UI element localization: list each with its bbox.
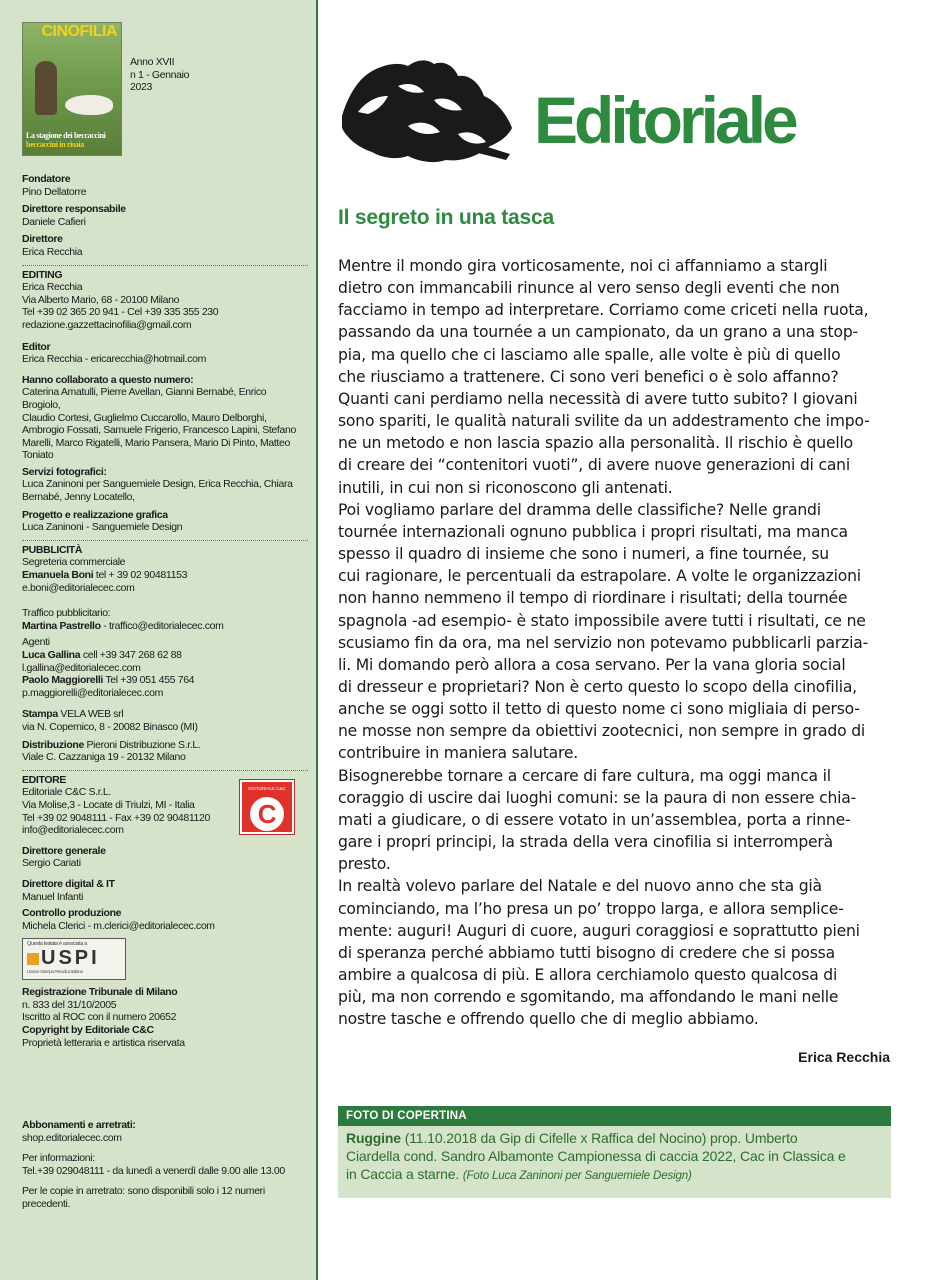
- registrazione-line: Iscritto al ROC con il numero 20652: [22, 1011, 177, 1024]
- editoriale-cc-logo-letter: C: [250, 797, 284, 831]
- cover-caption-line: La stagione dei beccaccini: [26, 131, 106, 140]
- editing-phone: Tel +39 02 365 20 941 - Cel +39 335 355 230: [22, 306, 219, 319]
- text-line: di creare dei “contenitori vuoti”, di avere nuove generazioni di cani: [338, 456, 850, 475]
- text-line: ambire a qualcosa di più. E allora cerchiamolo questo qualcosa di: [338, 966, 838, 984]
- stampa-value: VELA WEB srl: [57, 708, 124, 721]
- servizi-fotografici-line: Luca Zaninoni per Sanguemiele Design, Erica Recchia, Chiara: [22, 478, 293, 491]
- collaboratori-line: Claudio Cortesi, Guglielmo Cuccarollo, Mauro Delborghi,: [22, 411, 267, 424]
- cover-photo-box: [338, 1106, 891, 1198]
- text-line: mati a giudicare, o di essere votato in un’assemblea, porta a rinne-: [338, 810, 851, 829]
- cover-caption: [26, 131, 118, 149]
- editore-email: info@editorialecec.com: [22, 824, 124, 837]
- magazine-cover-thumbnail: [22, 22, 122, 156]
- text-line: In realtà volevo parlare del Natale e del nuovo anno che sta già: [338, 877, 822, 896]
- editore-name: Editoriale C&C S.r.L.: [22, 786, 111, 799]
- collaboratori-line: Ambrogio Fossati, Samuele Frigerio, Francesco Lapini, Stefano: [22, 424, 296, 437]
- text-line: coraggio di uscire dai luoghi comuni: se la paura di non essere chia-: [338, 788, 857, 807]
- stampa-label: Stampa: [22, 708, 58, 721]
- cover-row: [22, 22, 306, 156]
- editorial-header: [338, 56, 894, 176]
- copyright-label: Copyright by Editoriale C&C: [22, 1024, 154, 1037]
- informazioni-label: Per informazioni:: [22, 1152, 95, 1165]
- text-line: dietro con immancabili rinunce al vero senso degli eventi che non: [338, 279, 840, 298]
- editore-block: [22, 774, 306, 837]
- cover-photo-caption: [338, 1126, 891, 1185]
- text-line: nostre tasche e offrendo quello che di meglio abbiamo.: [338, 1010, 759, 1029]
- editorial-main: [338, 0, 894, 1280]
- abbonamenti-value: shop.editorialecec.com: [22, 1131, 122, 1144]
- subscriptions-block: [22, 1119, 312, 1211]
- traffico-label: Traffico pubblicitario:: [22, 607, 111, 620]
- direttore-generale-block: [22, 845, 306, 870]
- servizi-fotografici-line: Bernabé, Jenny Locatello,: [22, 491, 135, 504]
- direttore-digital-label: Direttore digital & IT: [22, 877, 115, 890]
- text-line: pia, ma quello che ci lasciamo alle spalle, alle volte è più di quello: [338, 345, 841, 364]
- abbonamenti-label: Abbonamenti e arretrati:: [22, 1119, 136, 1131]
- progetto-block: [22, 509, 306, 534]
- editoriale-cc-logo-text: EDITORIALE C&C: [248, 785, 286, 791]
- copyright-value: Proprietà letteraria e artistica riservata: [22, 1036, 185, 1049]
- pubblicita-block: [22, 544, 306, 700]
- caption-line: Ciardella cond. Sandro Albamonte Campionessa di caccia 2022, Cac in Classica e: [346, 1148, 846, 1164]
- agenti-label: Agenti: [22, 636, 50, 649]
- direttore-generale-value: Sergio Cariati: [22, 857, 81, 870]
- direttore-label: Direttore: [22, 233, 63, 246]
- text-line: passando da una tournée a un campionato, da un grano a una stop-: [338, 323, 858, 342]
- gallina-tel: cell +39 347 268 62 88: [80, 649, 182, 661]
- text-line: ne mosse non sempre da obiettivi zootecnici, non sempre in grado di: [338, 722, 866, 741]
- direttore-responsabile-value: Daniele Cafieri: [22, 215, 86, 228]
- issue-year: Anno XVII: [130, 56, 175, 68]
- progetto-value: Luca Zaninoni - Sanguemiele Design: [22, 521, 183, 534]
- segreteria-label: Segreteria commerciale: [22, 556, 126, 569]
- text-line: ne un metodo e non lascia spazio alla personalità. Il rischio è quello: [338, 434, 853, 453]
- controllo-produzione-label: Controllo produzione: [22, 907, 122, 920]
- pastrello-email: - traffico@editorialecec.com: [100, 619, 224, 632]
- text-line: spesso il quadro di insieme che sono i numeri, a fine tournée, su: [338, 545, 829, 564]
- collaboratori-line: Caterina Amatulli, Pierre Avellan, Gianni Bernabé, Enrico Brogiolo,: [22, 386, 267, 411]
- editor-value: Erica Recchia - ericarecchia@hotmail.com: [22, 353, 206, 366]
- fondatore-block: [22, 173, 306, 198]
- stampa-block: [22, 708, 306, 733]
- collaboratori-block: [22, 374, 306, 462]
- photo-credit: (Foto Luca Zaninoni per Sanguemiele Design): [462, 1170, 692, 1182]
- gallina-email: l.gallina@editorialecec.com: [22, 661, 141, 674]
- collaboratori-line: Toniato: [22, 449, 54, 462]
- editore-label: EDITORE: [22, 773, 67, 786]
- text-line: anche se oggi sotto il tetto di questo nome ci sono migliaia di perso-: [338, 700, 860, 719]
- text-line: contribuire in maniera salutare.: [338, 744, 579, 763]
- editor-block: [22, 341, 306, 366]
- registrazione-line: n. 833 del 31/10/2005: [22, 998, 117, 1011]
- uspi-bottom-text: Unione Stampa Periodica Italiana: [27, 969, 83, 975]
- paragraph-1: [338, 255, 894, 499]
- uspi-main-text: USPI: [41, 947, 100, 970]
- copie-arretrato-line: Per le copie in arretrato: sono disponibili solo i 12 numeri: [22, 1185, 265, 1198]
- uspi-badge: [22, 938, 126, 980]
- editoriale-cc-logo: [240, 780, 294, 834]
- issue-number: n 1 - Gennaio: [130, 68, 190, 81]
- text-line: scusiamo fin da ora, ma nel servizio non potevamo pubblicarli parzia-: [338, 633, 869, 652]
- copie-arretrato-line: precedenti.: [22, 1197, 71, 1210]
- progetto-label: Progetto e realizzazione grafica: [22, 508, 168, 521]
- collaboratori-line: Marelli, Marco Rigatelli, Mario Pansera, Mario Di Pinto, Matteo: [22, 436, 290, 449]
- direttore-value: Erica Recchia: [22, 245, 83, 258]
- masthead-sidebar: [0, 0, 318, 1280]
- text-line: Poi vogliamo parlare del dramma delle classifiche? Nelle grandi: [338, 500, 821, 519]
- stampa-line: [22, 708, 306, 721]
- uspi-main-line: [27, 947, 121, 969]
- cover-hunter-figure: [35, 61, 57, 115]
- text-line: tournée internazionali ognuno pubblica i propri risultati, ma manca: [338, 522, 848, 541]
- cover-dog-figure: [65, 95, 113, 115]
- article-body: [338, 255, 894, 1030]
- caption-line: [346, 1129, 883, 1147]
- boni-contact: [22, 569, 306, 582]
- text-line: sono spariti, le qualità naturali svilite da un addestramento che impo-: [338, 412, 870, 431]
- divider: [22, 770, 308, 771]
- editing-email: redazione.gazzettacinofilia@gmail.com: [22, 318, 192, 331]
- informazioni-value: Tel.+39 029048111 - da lunedì a venerdì dalle 9.00 alle 13.00: [22, 1164, 285, 1177]
- text-line: cominciando, ma l’ho presa un po’ troppo larga, e allora semplice-: [338, 899, 844, 918]
- distribuzione-block: [22, 739, 306, 764]
- pubblicita-label: PUBBLICITÀ: [22, 543, 83, 556]
- text-line: inutili, in cui non si riconoscono gli antenati.: [338, 478, 673, 497]
- boni-tel: tel + 39 02 90481153: [93, 569, 188, 582]
- maggiorelli-name: Paolo Maggiorelli: [22, 674, 103, 687]
- text-line: spagnola -ad esempio- è stato impossibile avere tutti i risultati, ce ne: [338, 611, 866, 630]
- stampa-address: via N. Copernico, 8 - 20082 Binasco (MI): [22, 720, 198, 733]
- editing-address: Via Alberto Mario, 68 - 20100 Milano: [22, 293, 180, 306]
- maggiorelli-email: p.maggiorelli@editorialecec.com: [22, 686, 164, 699]
- text-line: più, ma non correndo e sgomitando, ma affondando le mani nelle: [338, 988, 839, 1007]
- servizi-fotografici-label: Servizi fotografici:: [22, 465, 107, 478]
- registrazione-block: [22, 986, 306, 1024]
- bird-silhouette-illustration: [338, 56, 518, 168]
- gallina-contact: [22, 649, 306, 662]
- dog-name: Ruggine: [346, 1130, 401, 1146]
- text-line: non hanno nemmeno il tempo di riordinare i risultati; della tournée: [338, 589, 848, 608]
- text-line: di speranza perché abbiamo tutti bisogno di credere che si possa: [338, 943, 835, 962]
- cover-photo-heading: FOTO DI COPERTINA: [338, 1106, 891, 1126]
- article-headline: Il segreto in una tasca: [338, 206, 554, 229]
- boni-name: Emanuela Boni: [22, 569, 94, 582]
- section-title: Editoriale: [534, 83, 795, 157]
- text-line: cui ragionare, le percentuali da estrapolare. A volte le organizzazioni: [338, 567, 861, 586]
- pastrello-name: Martina Pastrello: [22, 619, 101, 632]
- paragraph-2: [338, 499, 894, 765]
- editing-block: [22, 269, 306, 332]
- issue-info: [130, 56, 189, 94]
- text-line: Quanti cani perdiamo nella necessità di avere tutto subito? I giovani: [338, 389, 858, 408]
- collaboratori-label: Hanno collaborato a questo numero:: [22, 373, 194, 386]
- issue-date-year: 2023: [130, 81, 152, 94]
- text-line: Mentre il mondo gira vorticosamente, noi ci affanniamo a stargli: [338, 257, 828, 275]
- direttore-digital-value: Manuel Infanti: [22, 890, 84, 903]
- paragraph-4: [338, 875, 894, 1030]
- caption-text: (11.10.2018 da Gip di Cifelle x Raffica del Nocino) prop. Umberto: [400, 1130, 798, 1146]
- gallina-name: Luca Gallina: [22, 649, 81, 661]
- text-line: mente: auguri! Auguri di cuore, auguri coraggiosi e soprattutto pieni: [338, 921, 860, 940]
- text-line: Bisognerebbe tornare a cercare di fare cultura, ma oggi manca il: [338, 766, 831, 785]
- controllo-produzione-block: [22, 907, 306, 932]
- registrazione-label: Registrazione Tribunale di Milano: [22, 986, 178, 999]
- distribuzione-address: Viale C. Cazzaniga 19 - 20132 Milano: [22, 751, 186, 764]
- direttore-responsabile-block: [22, 203, 306, 228]
- distribuzione-label: Distribuzione: [22, 738, 84, 751]
- text-line: facciamo in tempo ad interpretare. Corriamo come criceti nella ruota,: [338, 301, 869, 320]
- cover-caption-line: beccaccini in risaia: [26, 140, 84, 149]
- uspi-square-icon: [27, 953, 39, 965]
- boni-email: e.boni@editorialecec.com: [22, 581, 135, 594]
- uspi-top-text: Questa testata è associata a: [27, 941, 87, 948]
- controllo-produzione-value: Michela Clerici - m.clerici@editorialecec.com: [22, 919, 215, 932]
- pastrello-contact: [22, 620, 306, 633]
- text-line: presto.: [338, 855, 391, 874]
- servizi-fotografici-block: [22, 466, 306, 504]
- direttore-digital-block: [22, 878, 306, 903]
- editore-address: Via Molise,3 - Locate di Triulzi, MI - Italia: [22, 798, 195, 811]
- cover-masthead: CINOFILIA: [41, 23, 117, 40]
- text-line: che riusciamo a trattenere. Ci sono veri benefici o è solo affanno?: [338, 367, 839, 386]
- text-line: li. Mi domando però allora a cosa servano. Per la vana gloria social: [338, 655, 846, 674]
- copyright-block: [22, 1024, 306, 1049]
- direttore-responsabile-label: Direttore responsabile: [22, 203, 126, 216]
- paragraph-3: [338, 765, 894, 876]
- divider: [22, 265, 308, 266]
- maggiorelli-contact: [22, 674, 306, 687]
- maggiorelli-tel: Tel +39 051 455 764: [102, 674, 195, 687]
- author-signature: Erica Recchia: [798, 1049, 890, 1065]
- editor-label: Editor: [22, 340, 51, 353]
- editing-label: EDITING: [22, 268, 63, 281]
- distribuzione-value: Pieroni Distribuzione S.r.L.: [83, 738, 201, 751]
- text-line: di dresseur e proprietari? Non è certo questo lo scopo della cinofilia,: [338, 677, 857, 696]
- divider: [22, 540, 308, 541]
- caption-line: [346, 1165, 883, 1185]
- caption-text: in Caccia a starne.: [346, 1166, 463, 1182]
- fondatore-label: Fondatore: [22, 173, 71, 185]
- direttore-generale-label: Direttore generale: [22, 844, 106, 857]
- editing-name: Erica Recchia: [22, 281, 83, 294]
- distribuzione-line: [22, 739, 306, 752]
- direttore-block: [22, 233, 306, 258]
- editore-phone: Tel +39 02 9048111 - Fax +39 02 90481120: [22, 811, 210, 824]
- fondatore-value: Pino Dellatorre: [22, 185, 87, 198]
- text-line: gare i propri principi, la strada della vera cinofilia si interromperà: [338, 833, 833, 852]
